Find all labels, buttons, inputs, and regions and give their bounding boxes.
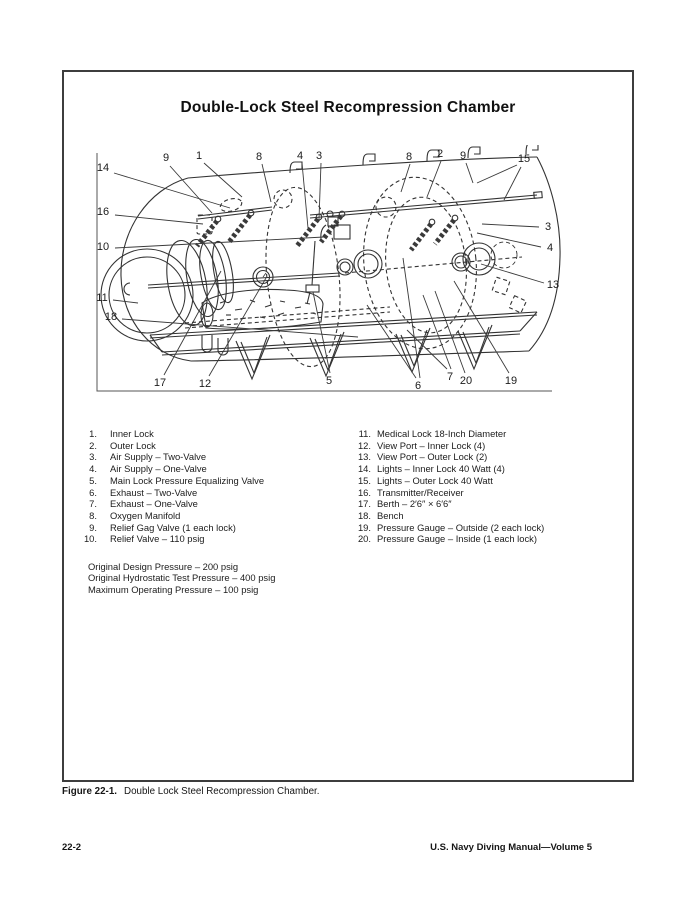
legend-label: Medical Lock 18-Inch Diameter <box>377 428 507 439</box>
interior-pipe <box>148 273 340 288</box>
callout-number: 15 <box>517 153 531 165</box>
callout-labels <box>96 148 559 392</box>
legend-label: Transmitter/Receiver <box>377 486 464 498</box>
callout-number: 16 <box>96 206 110 218</box>
callout-number: 13 <box>546 279 560 291</box>
note-line: Original Design Pressure – 200 psig <box>88 561 239 572</box>
callout-leader-line <box>427 161 441 197</box>
legend-number: 14. <box>357 463 371 475</box>
callout-number: 1 <box>195 150 203 162</box>
legend-label: Outer Lock <box>110 439 156 451</box>
callout-number: 20 <box>459 375 473 387</box>
legend-number: 11. <box>358 428 371 439</box>
callout-leader-line <box>466 163 473 183</box>
callout-number: 9 <box>162 152 170 164</box>
callout-leader-line <box>435 291 465 373</box>
callout-number: 2 <box>436 148 444 160</box>
legend-number: 16. <box>357 486 371 498</box>
callout-number: 8 <box>405 151 413 163</box>
callout-leader-line <box>170 166 212 213</box>
legend-row <box>345 451 544 463</box>
callout-leader-line <box>204 163 242 197</box>
legend-row <box>345 522 544 534</box>
legend-label: Lights – Outer Lock 40 Watt <box>377 474 493 486</box>
legend-number: 3. <box>89 451 97 463</box>
legend-label: Bench <box>377 509 404 521</box>
legend-number: 8. <box>89 509 97 521</box>
callout-leader-line <box>115 215 203 224</box>
callout-leader-line <box>367 305 416 378</box>
legend-number: 7. <box>89 498 97 510</box>
legend-row <box>345 463 544 475</box>
callout-number: 10 <box>96 241 110 253</box>
legend-label: Pressure Gauge – Outside (2 each lock) <box>377 521 545 533</box>
legend-row <box>77 440 264 452</box>
legend-row <box>345 428 544 440</box>
legend-row <box>345 487 544 499</box>
callout-leader-line <box>115 237 324 248</box>
legend-row <box>345 533 544 545</box>
legend-label: Air Supply – Two-Valve <box>110 451 207 463</box>
legend-label: Air Supply – One-Valve <box>110 463 207 475</box>
chamber-diagram <box>90 145 570 400</box>
legend-row <box>77 522 264 534</box>
callout-number: 12 <box>198 378 212 390</box>
shell-penetrators <box>290 145 538 173</box>
legend-row <box>345 498 544 510</box>
legend-label: View Port – Inner Lock (4) <box>377 439 486 451</box>
legend-label: Berth – 2′6″ × 6′6″ <box>377 498 452 510</box>
callout-leader-line <box>477 165 517 183</box>
legend-number: 1. <box>89 428 97 439</box>
legend-row <box>77 451 264 463</box>
legend-label: Exhaust – One-Valve <box>110 498 198 510</box>
callout-leader-line <box>209 278 266 376</box>
callout-number: 3 <box>544 221 552 233</box>
legend-row <box>77 510 264 522</box>
callout-leader-line <box>504 167 521 200</box>
legend-row <box>77 487 264 499</box>
legend-label: Pressure Gauge – Inside (1 each lock) <box>377 533 537 545</box>
legend-number: 6. <box>89 486 97 498</box>
callout-leader-line <box>454 281 509 373</box>
callout-number: 14 <box>96 162 110 174</box>
legend-number: 18. <box>357 509 371 521</box>
legend-row <box>77 475 264 487</box>
legend-row <box>77 463 264 475</box>
callout-leader-line <box>319 163 321 219</box>
callout-leader-line <box>302 163 308 228</box>
legend-number: 2. <box>89 439 97 451</box>
callout-number: 5 <box>325 375 333 387</box>
figure-caption <box>62 786 320 797</box>
legend-number: 9. <box>89 521 97 533</box>
note-line: Maximum Operating Pressure – 100 psig <box>88 583 259 595</box>
legend-number: 20. <box>357 533 371 545</box>
legend-label: Lights – Inner Lock 40 Watt (4) <box>377 463 505 475</box>
footer-manual-title: U.S. Navy Diving Manual—Volume 5 <box>430 842 592 853</box>
legend-label: View Port – Outer Lock (2) <box>377 451 488 463</box>
callout-number: 11 <box>96 292 108 304</box>
legend-label: Relief Gag Valve (1 each lock) <box>110 521 236 533</box>
figure-caption-text: Double Lock Steel Recompression Chamber. <box>124 786 320 797</box>
callout-number: 4 <box>546 242 554 254</box>
legend-number: 19. <box>357 521 371 533</box>
callout-leader-line <box>481 264 544 283</box>
figure-box <box>62 70 634 782</box>
legend-number: 5. <box>89 474 97 486</box>
legend-row <box>345 475 544 487</box>
footer-page-number: 22-2 <box>62 842 82 853</box>
legend-left-column <box>77 428 264 545</box>
legend-label: Oxygen Manifold <box>110 509 181 521</box>
figure-title: Double-Lock Steel Recompression Chamber <box>180 99 516 116</box>
legend-number: 13. <box>357 451 371 463</box>
legend-label: Main Lock Pressure Equalizing Valve <box>110 474 265 486</box>
legend-right-column <box>345 428 544 545</box>
legend-row <box>345 440 544 452</box>
callout-number: 6 <box>414 380 422 392</box>
callout-number: 17 <box>153 377 167 389</box>
support-legs <box>236 325 492 379</box>
figure-caption-label: Figure 22-1. <box>62 786 117 797</box>
pressure-notes <box>88 561 275 595</box>
callout-number: 19 <box>504 375 518 387</box>
legend-number: 17. <box>357 498 371 510</box>
callout-leader-line <box>114 173 230 208</box>
legend-row <box>77 498 264 510</box>
callout-number: 4 <box>296 150 304 162</box>
callout-number: 9 <box>459 150 467 162</box>
callout-number: 8 <box>255 151 263 163</box>
legend-label: Relief Valve – 110 psig <box>110 533 205 545</box>
callout-number: 3 <box>315 150 323 162</box>
legend-row <box>77 428 264 440</box>
legend-number: 15. <box>357 474 371 486</box>
note-line: Original Hydrostatic Test Pressure – 400 psig <box>88 572 276 584</box>
callout-leader-line <box>313 292 330 373</box>
callout-leader-line <box>262 164 271 202</box>
callout-number: 7 <box>446 371 454 383</box>
legend-label: Inner Lock <box>110 428 154 439</box>
legend-row <box>77 533 264 545</box>
callout-number: 18 <box>104 311 118 323</box>
legend-label: Exhaust – Two-Valve <box>110 486 198 498</box>
callout-leader-line <box>401 164 410 192</box>
legend-number: 4. <box>89 463 97 475</box>
legend-number: 12. <box>357 439 371 451</box>
legend-row <box>345 510 544 522</box>
callout-leader-line <box>482 224 539 227</box>
legend-number: 10. <box>83 533 97 545</box>
